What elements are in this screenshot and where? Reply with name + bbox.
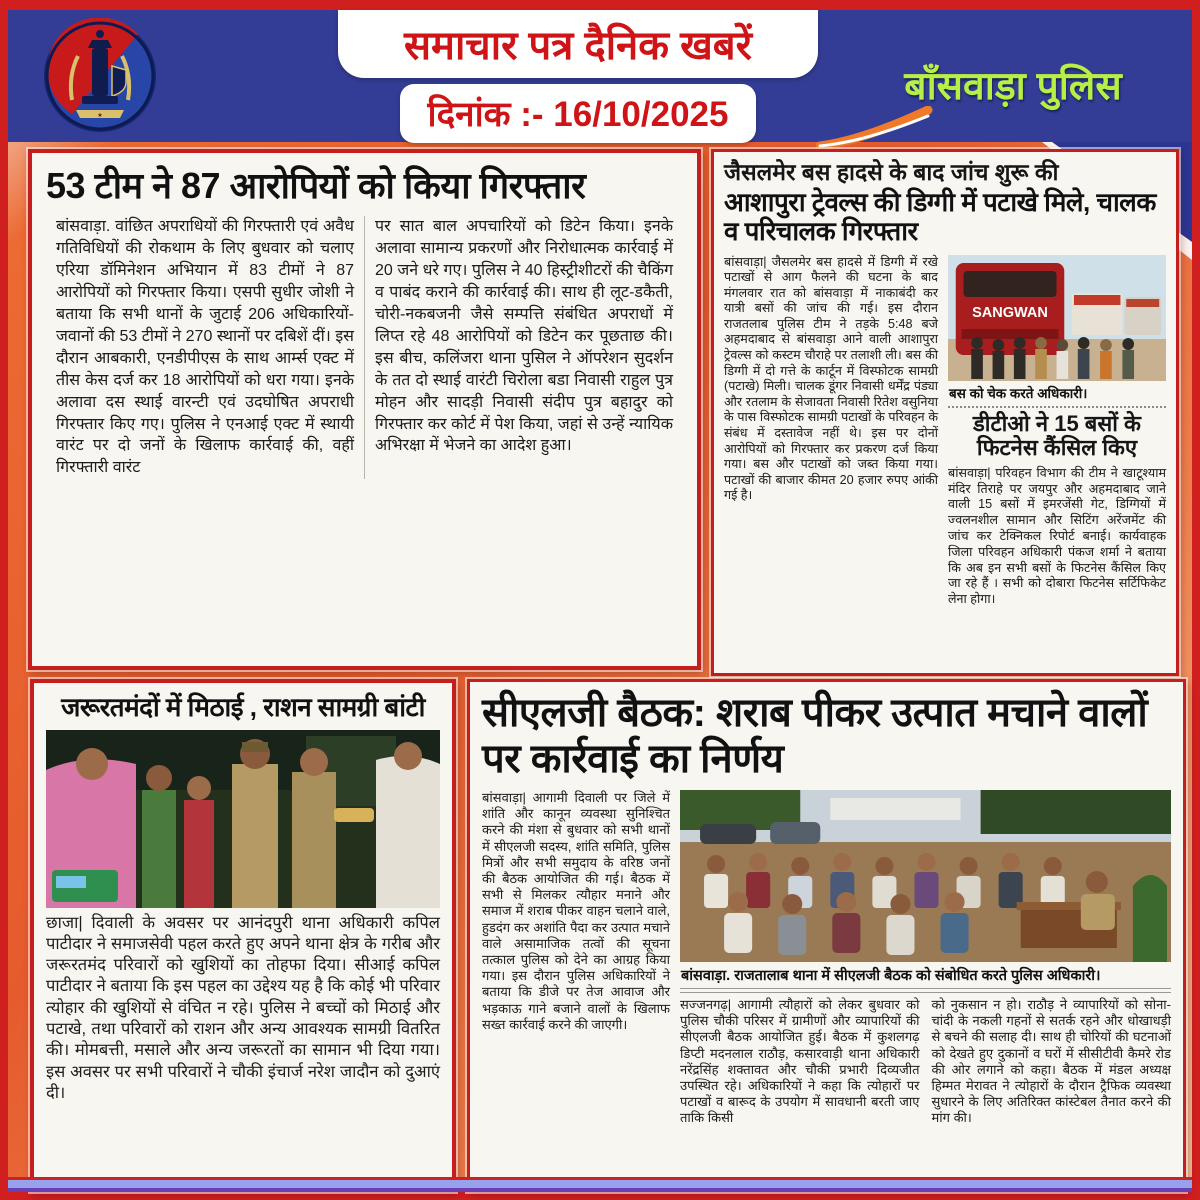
- charity-photo-illustration: [46, 730, 440, 908]
- clg-headline: सीएलजी बैठक: शराब पीकर उत्पात मचाने वालों पर कार्रवाई का निर्णय: [482, 691, 1148, 781]
- bus-photo-illustration: [948, 255, 1166, 381]
- article-bus: [711, 149, 1179, 676]
- arrest-column-1: बांसवाड़ा. वांछित अपराधियों की गिरफ्तारी एवं अवैध गतिविधियों की रोकथाम के लिए बुधवार को चलाए एरिया डॉमिनेशन अभियान में 83 टीमों ने 87 आरोपियों को गिरफ्तार किया। एसपी सुधीर जोशी ने बताया कि सभी थानों के जुटाई 206 अधिकारियों-जवानों की 53 टीमों ने 270 स्थानों पर दबिशें दीं। इस दौरान आबकारी, एनडीपीएस के साथ आर्म्स एक्ट में तीस केस दर्ज कर 18 आरोपियों को धरा गया। इनके अलावा दस स्थाई वारन्टी एवं उदघोषित अपराधी गिरफ्तार किए गए। पुलिस ने एनआई एक्ट में स्थायी वारंट पर दो जनों के खिलाफ कार्रवाई की, वहीं गिरफ्तारी वारंट: [56, 218, 354, 477]
- org-name: बाँसवाड़ा पुलिस: [904, 65, 1122, 108]
- poster-background: [8, 10, 1192, 1192]
- charity-body: छाजा| दिवाली के अवसर पर आनंदपुरी थाना अधिकारी कपिल पाटीदार ने समाजसेवी पहल करते हुए अपने थाना क्षेत्र के गरीब और जरूरतमंद परिवारों को खुशियों का तोहफा दिया। सीआई कपिल पाटीदार ने बताया कि इस पहल का उद्देश्य यह है कि कोई भी परिवार त्योहार की खुशियों से वंचित न रहे। पुलिस ने बच्चों को मिठाई और पटाखे, तथा परिवारों को राशन और अन्य आवश्यक सामग्री वितरित की। मोमबत्ती, मसाले और अन्य जरूरतों का सामान भी दिया गया। इस अवसर पर सभी परिवारों ने चौकी इंचार्ज नरेश जादौन को दुआएं दी।: [46, 913, 440, 1102]
- clg-photo-illustration: [680, 790, 1171, 962]
- arrest-column-2: पर सात बाल अपचारियों को डिटेन किया। इनके अलावा सामान्य प्रकरणों और निरोधात्मक कार्रवाई में 20 जने धरे गए। पुलिस ने 40 हिस्ट्रीशीटरों की चैकिंग व पाबंद कराने की कार्रवाई की। साथ ही लूट-डकैती, चोरी-नकबजनी जैसे सम्पत्ति संबंधित अपराधों में लिप्त रहे 48 आरोपियों को डिटेन कर पूछताछ की। इस बीच, कलिंजरा थाना पुसिल ने ऑपरेशन सुदर्शन के तत दो स्थाई वारंटी चिरोला बडा निवासी राहुल पुत्र मोहन और सादड़ी निवासी संदीप पुत्र बहादुर को गिरफ्तार कर कोर्ट में पेश किया, जहां से उन्हें न्यायिक अभिरक्षा में भेजने का आदेश हुआ।: [364, 216, 683, 479]
- bus-photo: [948, 255, 1166, 381]
- dto-body: बांसवाड़ा| परिवहन विभाग की टीम ने खाटूश्याम मंदिर तिराहे पर जयपुर और अहमदाबाद जाने वाली 15 बसों में इमरजेंसी गेट, डिग्गियों में ज्वलनशील सामान और सिटिंग अरेंजमेंट की जांच कर टेक्निकल रिपोर्ट बनाई। कार्यवाहक जिला परिवहन अधिकारी पंकज शर्मा ने बताया कि अब इन सभी बसों के फिटनेस कैंसिल किए जा रहे हैं । सभी को दोबारा फिटनेस सर्टिफिकेट लेना होगा।: [948, 465, 1166, 607]
- header: [8, 10, 1192, 142]
- svg-text:★: ★: [97, 113, 103, 119]
- clg-column-3: को नुकसान न हो। राठौड़ ने व्यापारियों को सोना-चांदी के नकली गहनों से सतर्क रहने और धोखाधड़ी से बचने की सलाह दी। साथ ही चोरियों की घटनाओं को देखते हुए दुकानों व घरों में सीसीटीवी कैमरे रोड की ओर लगाने को कहा। बैठक में मंडल अध्यक्ष हिम्मत मेरावत ने त्योहारों के दौरान ट्रैफिक व्यवस्था सुधारने के लिए अतिरिक्त कांस्टेबल तैनात करने की मांग की।: [931, 997, 1171, 1126]
- article-charity: [30, 679, 456, 1192]
- dotted-divider: [948, 406, 1166, 408]
- orange-swoosh-decoration: [816, 106, 936, 150]
- title-block: [338, 10, 818, 143]
- charity-photo: [46, 730, 440, 908]
- bus-brand-text: SANGWAN: [972, 304, 1048, 321]
- bus-photo-caption: बस को चेक करते अधिकारी।: [949, 385, 1088, 401]
- bus-headline: आशापुरा ट्रेवल्स की डिग्गी में पटाखे मिले, चालक व परिचालक गिरफ्तार: [724, 187, 1156, 247]
- clg-column-1: बांसवाड़ा| आगामी दिवाली पर जिले में शांति और कानून व्यवस्था सुनिश्चित करने की मंशा से बुधवार को सभी थानों में सीएलजी सदस्य, शांति समिति, पुलिस मित्रों और सभी समुदाय के वरिष्ठ जनों की बैठक आयोजित की गई। बैठक में सभी से मिलकर त्यौहार मनाने और समाज में शराब पीकर वाहन चलाने वाले, हुडदंग कर अशांति पैदा कर उत्पात मचाने वाले असामाजिक तत्वों की सूचना तत्काल पुलिस को देने का आग्रह किया गया। इस दौरान पुलिस अधिकारियों ने बताया कि डीजे पर तेज आवाज और भड़काऊ गाने बजाने वालों के खिलाफ सख्त कार्रवाई करने की जाएगी।: [482, 790, 670, 1032]
- charity-headline: जरूरतमंदों में मिठाई , राशन सामग्री बांटी: [61, 692, 425, 722]
- title-pill: [338, 10, 818, 78]
- page-title: समाचार पत्र दैनिक खबरें: [403, 24, 753, 68]
- police-emblem-icon: [42, 18, 158, 134]
- clg-column-2: सज्जनगढ़| आगामी त्यौहारों को लेकर बुधवार को पुलिस चौकी परिसर में ग्रामीणों और व्यापारियों की सीएलजी बैठक आयोजित हुई। बैठक में कुशलगढ़ डिप्टी मदनलाल राठौड़, कसारवाड़ी थाना अधिकारी नरेंद्रसिंह शक्तावत और चौकी प्रभारी दिव्यजीत उपस्थित रहे। अधिकारियों ने कहा कि त्योहारों पर पटाखों व बारूद के उपयोग में सावधानी बरती जाए ताकि किसी: [680, 997, 920, 1126]
- article-clg: [467, 679, 1186, 1192]
- bus-body: बांसवाड़ा| जैसलमेर बस हादसे में डिग्गी में रखे पटाखों से आग फैलने की घटना के बाद मंगलवार रात को बांसवाड़ा में नाकाबंदी कर यात्री बसों की जांच की गई। इस दौरान राजतलाब पुलिस टीम ने तड़के 5:48 बजे अहमदाबाद से बांसवाड़ा आने वाली आशापुरा ट्रेवल्स को कस्टम चौराहे पर तलाशी ली। बस की डिग्गी में दो गत्ते के कार्टून में विस्फोटक सामग्री (पटाखे) मिली। चालक डूंगर निवासी धर्मेंद्र पंड्या और रतलाम के सेजावता निवासी रितेश वसुनिया के पास विस्फोटक सामग्री पटाखों के परिवहन के संबंध में दस्तावेज नहीं थे। इस पर दोनों आरोपियों को गिरफ्तार कर प्रकरण दर्ज किया गया। बस और पटाखों को जब्त किया गया। पटाखों की बाजार कीमत 20 हजार रुपए आंकी गई है।: [724, 254, 938, 503]
- date-pill: [400, 84, 757, 143]
- clg-photo: [680, 790, 1171, 962]
- police-logo: [42, 18, 158, 134]
- bus-kicker: जैसलमेर बस हादसे के बाद जांच शुरू की: [724, 159, 1059, 185]
- arrest-headline: 53 टीम ने 87 आरोपियों को किया गिरफ्तार: [46, 165, 586, 206]
- clg-photo-caption: बांसवाड़ा. राजतालाब थाना में सीएलजी बैठक को संबोधित करते पुलिस अधिकारी।: [680, 962, 1171, 989]
- article-arrest: [28, 149, 701, 670]
- bottom-stripes-decoration: [8, 1177, 1192, 1192]
- dto-subhead: डीटीओ ने 15 बसों के फिटनेस कैंसिल किए: [973, 410, 1141, 461]
- date-label: दिनांक :- 16/10/2025: [427, 95, 729, 134]
